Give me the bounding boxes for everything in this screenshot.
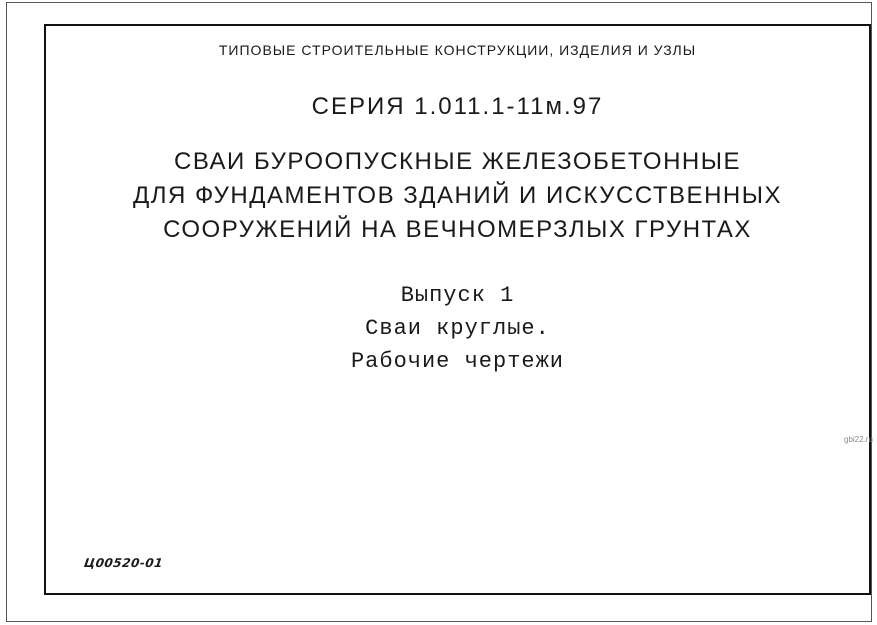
- title-line-2: ДЛЯ ФУНДАМЕНТОВ ЗДАНИЙ И ИСКУССТВЕННЫХ: [133, 182, 782, 209]
- drawing-frame: [44, 24, 871, 595]
- issue-type: Рабочие чертежи: [350, 349, 565, 374]
- title-line-3: СООРУЖЕНИЙ НА ВЕЧНОМЕРЗЛЫХ ГРУНТАХ: [163, 216, 752, 243]
- issue-number: Выпуск 1: [400, 283, 515, 308]
- issue-subject: Сваи круглые.: [365, 316, 550, 341]
- document-sheet: [6, 2, 872, 622]
- series-number: СЕРИЯ 1.011.1-11м.97: [311, 93, 604, 120]
- document-code: Ц00520-01: [83, 556, 165, 570]
- watermark-text: gbi22.ru: [844, 435, 873, 444]
- collection-header: ТИПОВЫЕ СТРОИТЕЛЬНЫЕ КОНСТРУКЦИИ, ИЗДЕЛИЯ И УЗЛЫ: [218, 42, 697, 58]
- title-line-1: СВАИ БУРООПУСКНЫЕ ЖЕЛЕЗОБЕТОННЫЕ: [173, 148, 741, 175]
